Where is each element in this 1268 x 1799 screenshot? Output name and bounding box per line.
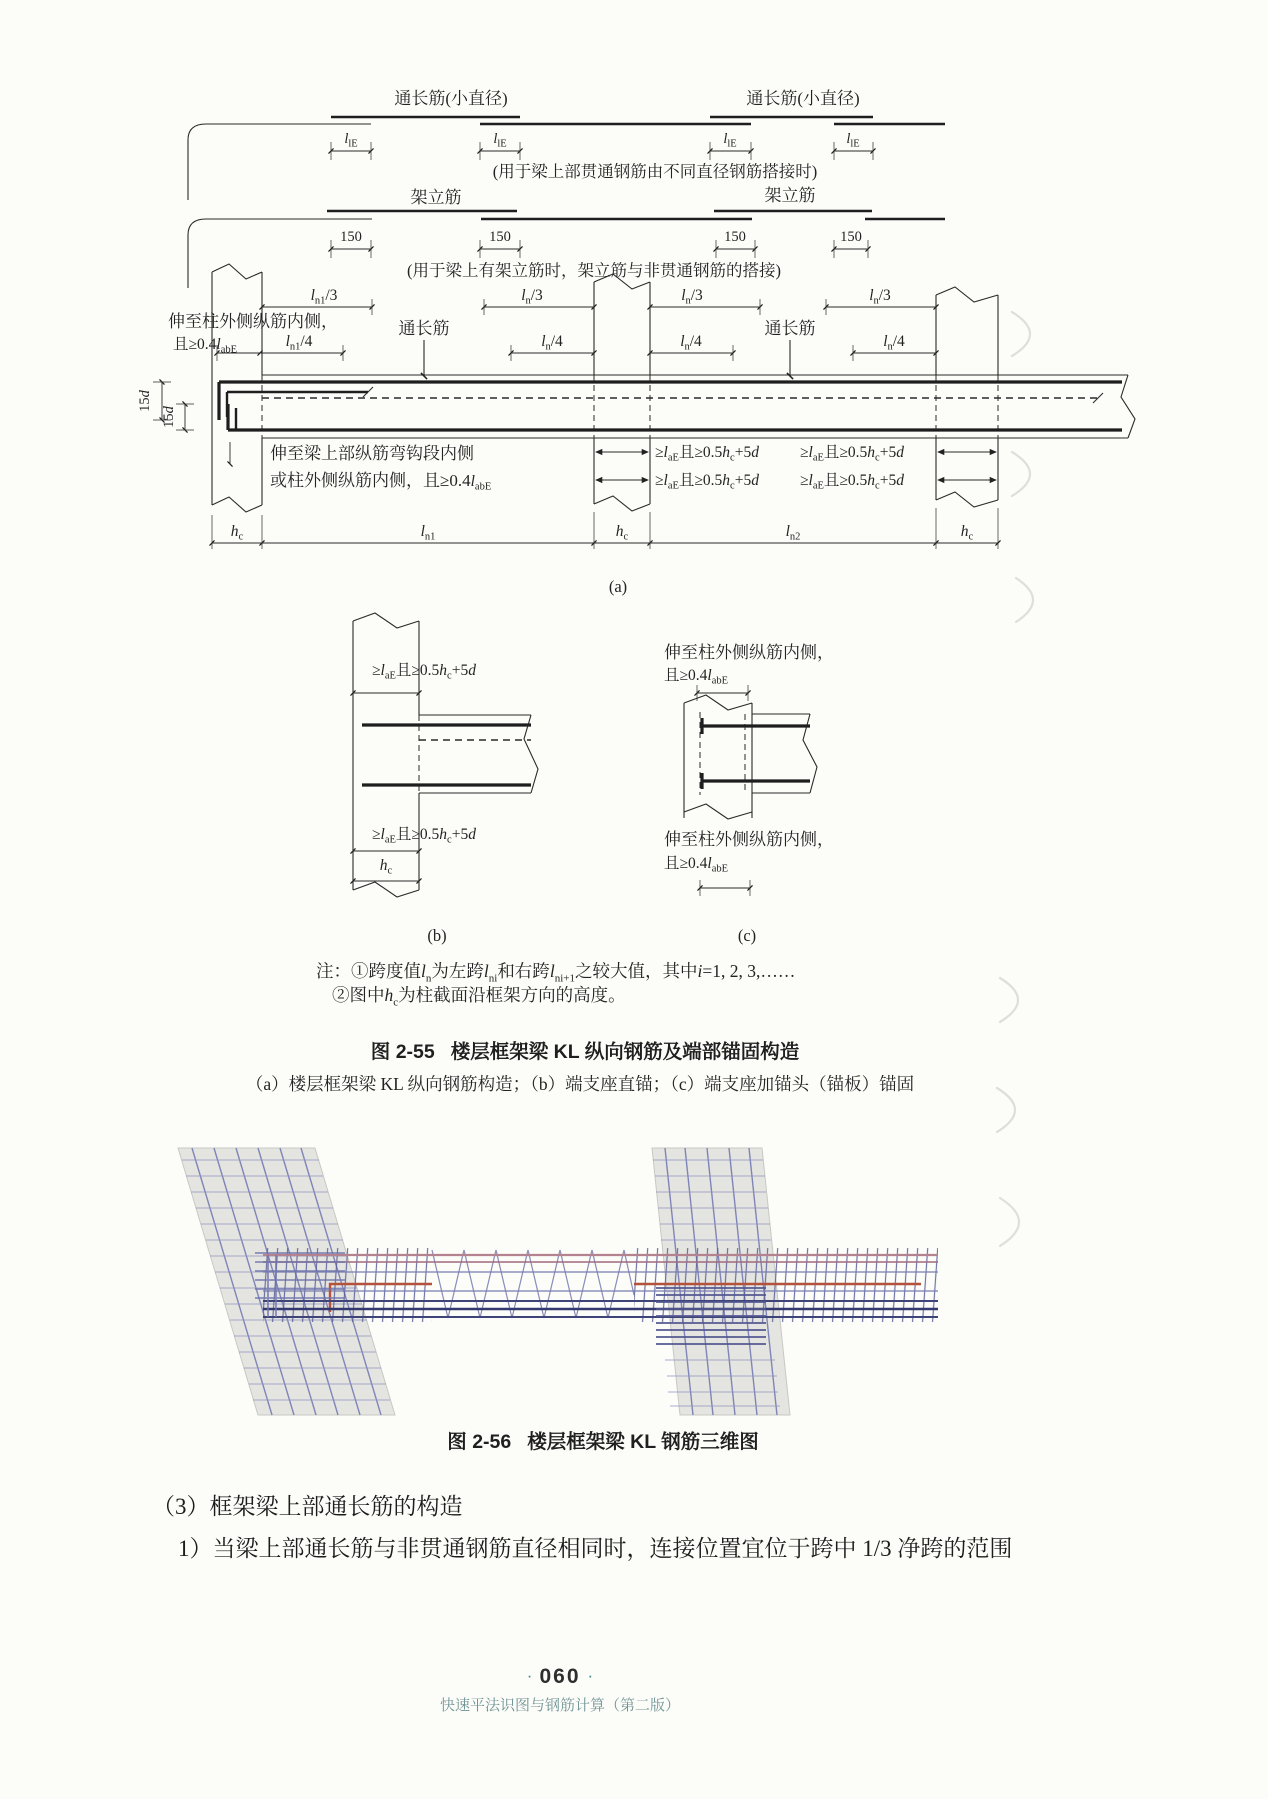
row-erection-bar-lap bbox=[188, 186, 945, 288]
anchorage-formula: $\ge l_{aE}$且$\ge 0.5h_c+5d$ bbox=[372, 826, 476, 846]
note-04labe: 且$\ge 0.4l_{abE}$ bbox=[173, 336, 238, 356]
dim-hc: $h_c$ bbox=[960, 523, 974, 543]
note-erection-bar: (用于梁上有架立筋时，架立筋与非贯通钢筋的搭接) bbox=[407, 261, 781, 280]
dim-ln1-3: $l_{n1}/3$ bbox=[310, 287, 338, 307]
diagram-b bbox=[353, 613, 538, 945]
dim-15d: 15d bbox=[137, 390, 153, 412]
dim-150: 150 bbox=[724, 229, 746, 245]
paragraph-heading: （3）框架梁上部通长筋的构造 bbox=[152, 1494, 463, 1519]
note-extend-to-hook-2: 或柱外侧纵筋内侧，且$\ge 0.4l_{abE}$ bbox=[270, 471, 492, 493]
lap-length-dimensions bbox=[331, 131, 873, 160]
math-l: l bbox=[549, 961, 555, 981]
dim-150: 150 bbox=[340, 229, 362, 245]
row-different-diameter-lap bbox=[188, 89, 945, 200]
math-h: h bbox=[384, 985, 394, 1005]
figure-2-55-caption bbox=[150, 1036, 1020, 1064]
scan-artifacts bbox=[985, 290, 1065, 1270]
page-number bbox=[460, 1665, 660, 1689]
note-text: 和右跨 bbox=[497, 961, 550, 981]
note-text: =1, 2, 3,…… bbox=[702, 961, 796, 981]
dim-150: 150 bbox=[489, 229, 511, 245]
dim-ln-3: $l_n/3$ bbox=[681, 287, 703, 307]
page-number-dot: · bbox=[587, 1666, 594, 1685]
note-extend-to-column-outer: 伸至柱外侧纵筋内侧， bbox=[664, 643, 834, 662]
figure-note-2 bbox=[332, 982, 626, 1009]
anchorage-formula: $\ge l_{aE}$且$\ge 0.5h_c+5d$ bbox=[800, 472, 904, 492]
dim-lE: $l_{lE}$ bbox=[493, 131, 507, 150]
bottom-dimensions bbox=[212, 508, 998, 549]
figure-2-55-diagrams-b-c bbox=[330, 600, 834, 960]
math-sub: ni+1 bbox=[554, 972, 575, 985]
figure-note-1 bbox=[316, 958, 795, 985]
note-extend-to-column-outer: 伸至柱外侧纵筋内侧， bbox=[168, 312, 338, 331]
dim-150: 150 bbox=[840, 229, 862, 245]
anchor-head-bars bbox=[702, 718, 810, 789]
dim-ln2: $l_{n2}$ bbox=[785, 523, 801, 543]
label-erection-bar: 架立筋 bbox=[410, 188, 462, 207]
dim-hc: $h_c$ bbox=[615, 523, 629, 543]
figure-number: 图 2-56 bbox=[447, 1431, 512, 1453]
note-04labe: 且$\ge 0.4l_{abE}$ bbox=[664, 667, 729, 687]
math-i: i bbox=[697, 961, 703, 981]
figure-2-55-subcaption: （a）楼层框架梁 KL 纵向钢筋构造；（b）端支座直锚；（c）端支座加锚头（锚板）锚固 bbox=[245, 1074, 915, 1094]
tag-b: (b) bbox=[427, 926, 447, 945]
note-extend-to-column-outer: 伸至柱外侧纵筋内侧， bbox=[664, 830, 834, 849]
dim-ln1-4: $l_{n1}/4$ bbox=[285, 333, 313, 353]
dim-ln-3: $l_n/3$ bbox=[869, 287, 891, 307]
math-l: l bbox=[421, 961, 426, 981]
dim-ln-4: $l_n/4$ bbox=[680, 333, 702, 353]
beam-break-symbol bbox=[1121, 375, 1135, 438]
math-sub: c bbox=[393, 996, 399, 1009]
dim-ln-4: $l_n/4$ bbox=[541, 333, 563, 353]
page-number-dot: · bbox=[526, 1666, 533, 1685]
paragraph-body: 1）当梁上部通长筋与非贯通钢筋直径相同时，连接位置宜位于跨中 1/3 净跨的范围 bbox=[178, 1536, 1013, 1561]
anchorage-formula: $\ge l_{aE}$且$\ge 0.5h_c+5d$ bbox=[655, 472, 759, 492]
label-through-bar-small-dia: 通长筋(小直径) bbox=[394, 89, 508, 108]
math-sub: n bbox=[425, 972, 432, 985]
hook-15d-dimensions bbox=[137, 382, 194, 430]
tag-c: (c) bbox=[737, 926, 757, 945]
anchorage-formula: $\ge l_{aE}$且$\ge 0.5h_c+5d$ bbox=[800, 444, 904, 464]
figure-2-56-caption bbox=[150, 1426, 1056, 1454]
label-through-bar: 通长筋 bbox=[398, 319, 450, 338]
math-sub: ni bbox=[488, 972, 498, 985]
column-2 bbox=[594, 274, 650, 511]
diagram-c bbox=[664, 643, 834, 945]
dim-ln-3: $l_n/3$ bbox=[521, 287, 543, 307]
page-number-value: 060 bbox=[539, 1665, 581, 1688]
rebar-3d-figure bbox=[155, 1140, 955, 1430]
dim-ln1: $l_{n1}$ bbox=[420, 523, 436, 543]
label-through-bar-small-dia: 通长筋(小直径) bbox=[746, 89, 860, 108]
dim-lE: $l_{lE}$ bbox=[846, 131, 860, 150]
note-different-diameter: (用于梁上部贯通钢筋由不同直径钢筋搭接时) bbox=[492, 162, 818, 181]
label-erection-bar: 架立筋 bbox=[764, 186, 816, 205]
dim-lE: $l_{lE}$ bbox=[344, 131, 358, 150]
note-text: 为柱截面沿框架方向的高度。 bbox=[398, 985, 626, 1005]
figure-title: 楼层框架梁 KL 纵向钢筋及端部锚固构造 bbox=[450, 1041, 800, 1063]
dim-hc: $h_c$ bbox=[379, 857, 393, 877]
label-through-bar: 通长筋 bbox=[764, 319, 816, 338]
footer-book-title: 快速平法识图与钢筋计算（第二版） bbox=[439, 1698, 680, 1714]
figure-title: 楼层框架梁 KL 钢筋三维图 bbox=[527, 1431, 759, 1453]
figure-number: 图 2-55 bbox=[370, 1041, 435, 1063]
beam-break-symbol bbox=[524, 715, 538, 793]
anchorage-formula: $\ge l_{aE}$且$\ge 0.5h_c+5d$ bbox=[655, 444, 759, 464]
dim-hc: $h_c$ bbox=[230, 523, 244, 543]
dim-ln-4: $l_n/4$ bbox=[883, 333, 905, 353]
note-text: 之较大值，其中 bbox=[574, 961, 698, 981]
dim-lE: $l_{lE}$ bbox=[723, 131, 737, 150]
dim-15d: 15d bbox=[161, 406, 177, 428]
note-text: 注：①跨度值 bbox=[316, 961, 421, 981]
lap-150-dimensions bbox=[331, 229, 868, 258]
tag-a: (a) bbox=[608, 577, 628, 596]
note-extend-to-hook: 伸至梁上部纵筋弯钩段内侧 bbox=[270, 444, 474, 463]
math-l: l bbox=[483, 961, 489, 981]
note-text: ②图中 bbox=[332, 985, 385, 1005]
anchorage-formula: $\ge l_{aE}$且$\ge 0.5h_c+5d$ bbox=[372, 662, 476, 682]
note-text: 为左跨 bbox=[431, 961, 484, 981]
note-04labe: 且$\ge 0.4l_{abE}$ bbox=[664, 855, 729, 875]
